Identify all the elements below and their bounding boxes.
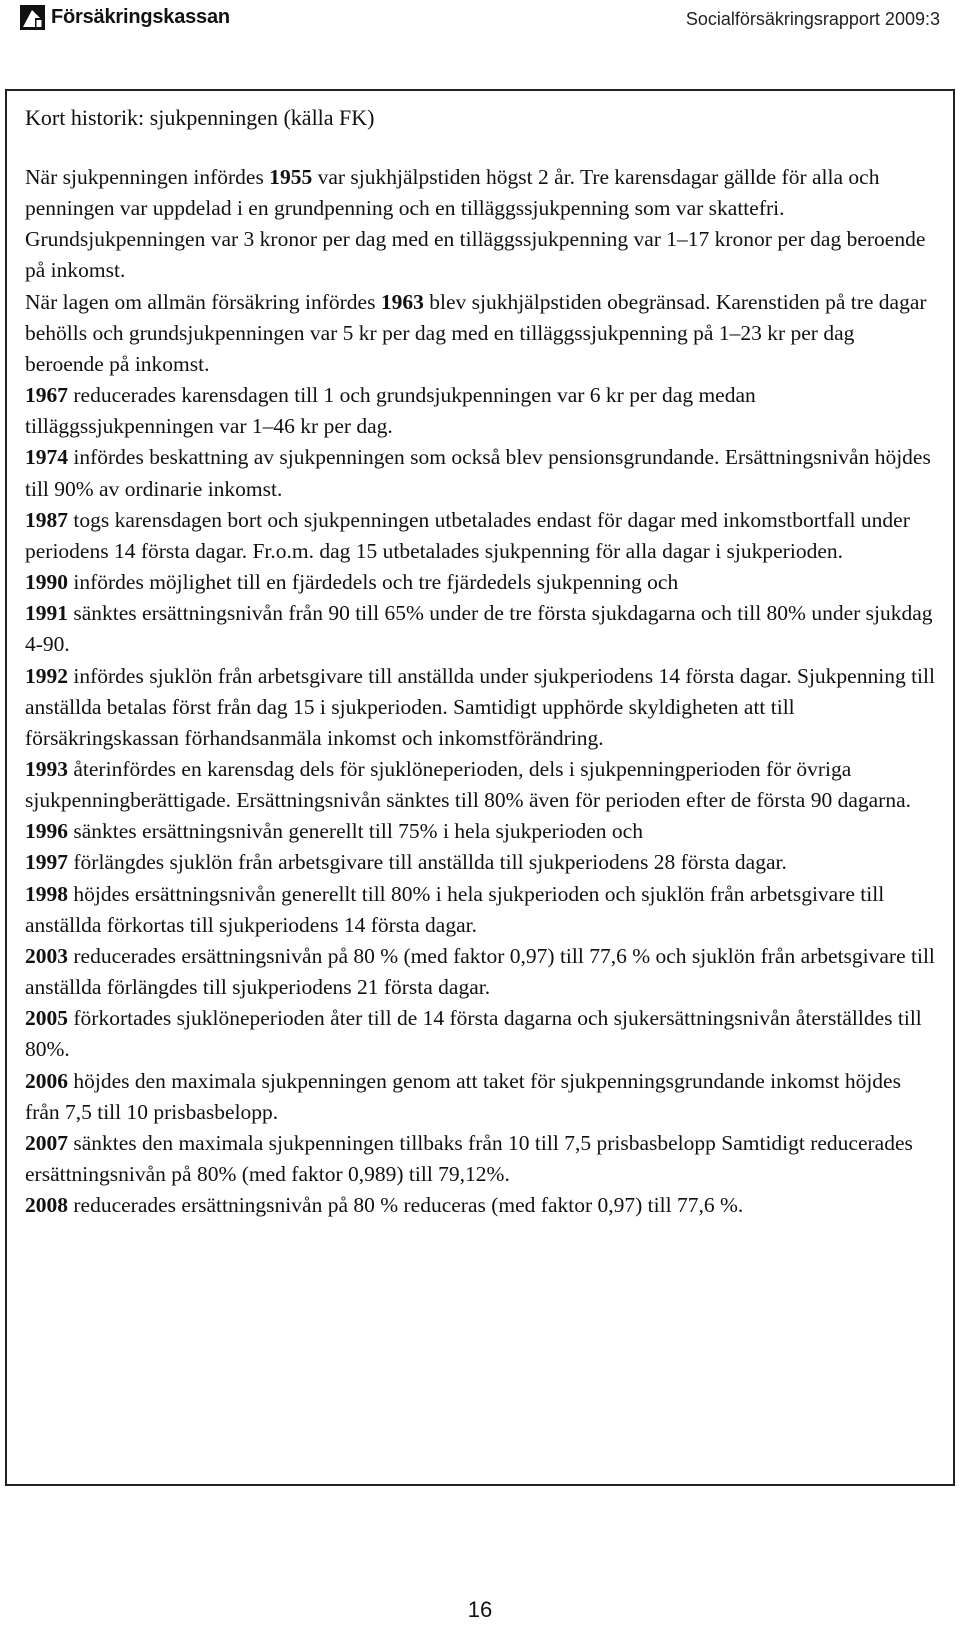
history-entries <box>25 162 935 1221</box>
logo <box>20 5 230 30</box>
history-entry: 1996 sänktes ersättningsnivån generellt till 75% i hela sjukperioden och <box>25 819 643 844</box>
history-year: 1987 <box>25 507 68 532</box>
report-title: Socialförsäkringsrapport 2009:3 <box>685 9 940 29</box>
history-entry: 2007 sänktes den maximala sjukpenningen tillbaks från 10 till 7,5 prisbasbelopp Samtidigt reducerades ersättningsnivån på 80% (med faktor 0,989) till 79,12%. <box>25 1130 913 1186</box>
history-year: 1967 <box>25 383 68 408</box>
history-year: 1997 <box>25 850 68 875</box>
history-year: 1996 <box>25 819 68 844</box>
history-year: 1991 <box>25 601 68 626</box>
history-entry: 2005 förkortades sjuklöneperioden åter till de 14 första dagarna och sjukersättningsnivån återställdes till 80%. <box>25 1006 922 1062</box>
history-box <box>5 89 955 1486</box>
history-entry: När lagen om allmän försäkring infördes 1963 blev sjukhjälpstiden obegränsad. Karenstiden på tre dagar behölls och grundsjukpenningen var 5 kr per dag med en tilläggssjukpenning på 1–23 kr per dag beroende på inkomst. <box>25 289 927 376</box>
history-year: 2007 <box>25 1130 68 1155</box>
history-entry: 1974 infördes beskattning av sjukpenningen som också blev pensionsgrundande. Ersättningsnivån höjdes till 90% av ordinarie inkomst. <box>25 445 931 501</box>
history-entry: 1998 höjdes ersättningsnivån generellt till 80% i hela sjukperioden och sjuklön från arbetsgivare till anställda förkortas till sjukperiodens 14 första dagar. <box>25 881 885 937</box>
history-entry: 1991 sänktes ersättningsnivån från 90 till 65% under de tre första sjukdagarna och till 80% under sjukdag 4-90. <box>25 601 933 657</box>
history-entry: 2008 reducerades ersättningsnivån på 80 % reduceras (med faktor 0,97) till 77,6 %. <box>25 1193 744 1218</box>
history-year: 2003 <box>25 943 68 968</box>
history-year: 1990 <box>25 570 68 595</box>
history-entry: När sjukpenningen infördes 1955 var sjukhjälpstiden högst 2 år. Tre karensdagar gällde för alla och penningen var uppdelad i en grundpenning och en tilläggssjukpenning som var skattefri. Grundsjukpenningen var 3 kronor per dag med en tilläggssjukpenning var 1–17 kronor per dag beroende på inkomst. <box>25 165 926 283</box>
history-entry: 1993 återinfördes en karensdag dels för sjuklöneperioden, dels i sjukpenningperioden för övriga sjukpenningberättigade. Ersättningsnivån sänktes till 80% även för perioden efter de första 90 dagarna. <box>25 756 911 813</box>
history-year: 1955 <box>269 165 313 189</box>
box-title: Kort historik: sjukpenningen (källa FK) <box>25 105 375 130</box>
page-header <box>0 0 960 40</box>
history-entry: 1987 togs karensdagen bort och sjukpenningen utbetalades endast för dagar med inkomstbortfall under periodens 14 första dagar. Fr.o.m. dag 15 utbetalades sjukpenning för alla dagar i sjukperioden. <box>25 507 910 563</box>
history-entry: 1992 infördes sjuklön från arbetsgivare till anställda under sjukperiodens 14 första dagar. Sjukpenning till anställda betalas först från dag 15 i sjukperioden. Samtidigt upphörde skyldigheten att till försäkringskassan förhandsanmäla inkomst och inkomstförändring. <box>25 663 935 750</box>
history-entry: 2003 reducerades ersättningsnivån på 80 % (med faktor 0,97) till 77,6 % och sjuklön från arbetsgivare till anställda förlängdes till sjukperiodens 21 första dagar. <box>25 943 935 1000</box>
history-entry: 1997 förlängdes sjuklön från arbetsgivare till anställda till sjukperiodens 28 första dagar. <box>25 850 787 875</box>
history-year: 2008 <box>25 1193 68 1218</box>
history-year: 2006 <box>25 1068 68 1093</box>
history-year: 2005 <box>25 1006 68 1031</box>
history-year: 1963 <box>380 289 424 314</box>
history-year: 1992 <box>25 663 68 688</box>
history-entry: 1990 infördes möjlighet till en fjärdedels och tre fjärdedels sjukpenning och <box>25 570 679 595</box>
history-year: 1993 <box>25 756 68 781</box>
history-year: 1998 <box>25 881 68 906</box>
forsakringskassan-logo-icon <box>20 5 45 30</box>
history-entry: 2006 höjdes den maximala sjukpenningen genom att taket för sjukpenningsgrundande inkomst höjdes från 7,5 till 10 prisbasbelopp. <box>25 1068 901 1124</box>
logo-text: Försäkringskassan <box>51 6 230 28</box>
page-number: 16 <box>467 1597 493 1622</box>
history-entry: 1967 reducerades karensdagen till 1 och grundsjukpenningen var 6 kr per dag medan tilläggssjukpenningen var 1–46 kr per dag. <box>25 383 756 439</box>
history-year: 1974 <box>25 445 68 470</box>
